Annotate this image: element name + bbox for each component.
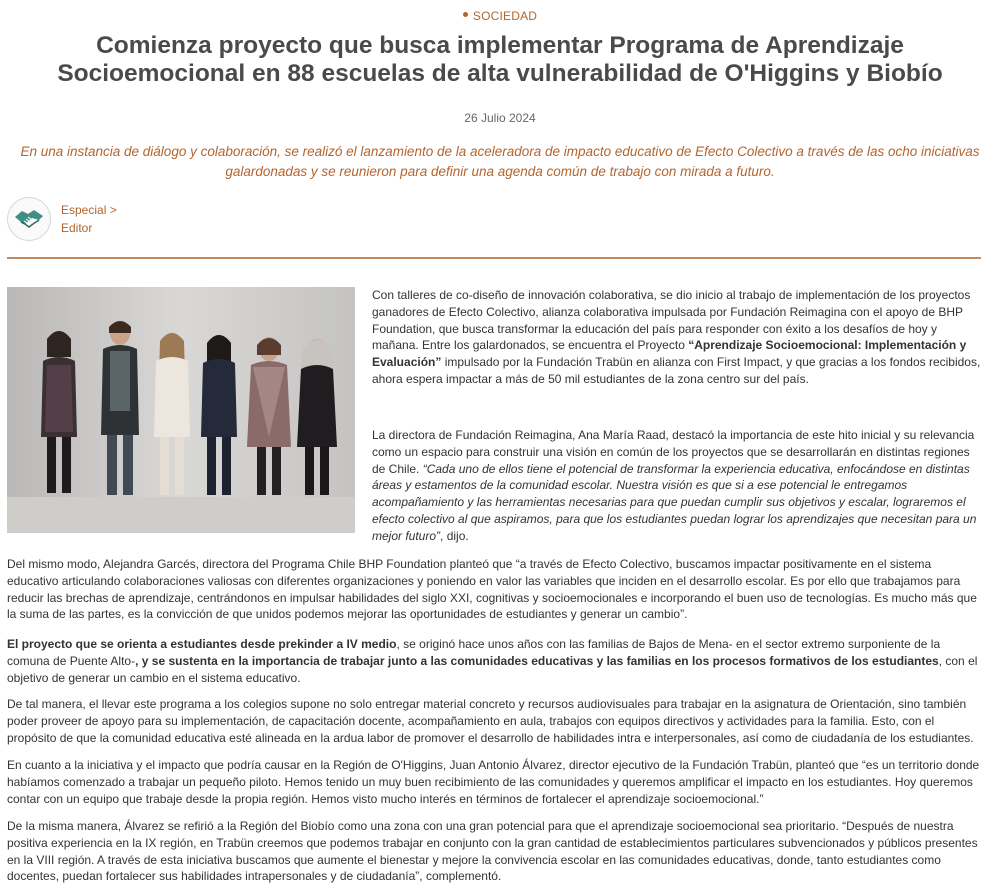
article-paragraph-2: [372, 427, 982, 545]
handshake-icon: [12, 202, 46, 236]
team-photo: [7, 287, 355, 533]
category-text[interactable]: SOCIEDAD: [472, 9, 538, 23]
paragraph-2-quote: “Cada uno de ellos tiene el potencial de transformar la experiencia educativa, enfocándose en distintas áreas y estamentos de la comunidad escolar. Nuestra visión es que si a ese potencial le entregamos acompañamiento y las herramientas necesarias para que puedan cumplir sus objetivos y escalar, lograremos el efecto colectivo al que aspiramos, para que los estudiantes puedan lograr los aprendizajes que necesitan para un mejor futuro”: [372, 461, 977, 543]
category-label[interactable]: [0, 9, 1000, 23]
article-paragraph-1: [372, 287, 982, 388]
author-role: Editor: [61, 221, 93, 235]
paragraph-1-bold-project: “Aprendizaje Socioemocional: Implementación y Evaluación”: [372, 338, 967, 370]
author-avatar[interactable]: [7, 197, 51, 241]
article-date: 26 Julio 2024: [464, 111, 536, 125]
section-divider: [7, 257, 981, 259]
article-paragraph-3: Del mismo modo, Alejandra Garcés, directora del Programa Chile BHP Foundation planteó que “a través de Efecto Colectivo, buscamos impactar positivamente en el sistema educativo articulando colaboraciones valiosas con diferentes organizaciones y poniendo en valor las variables que inciden en el desarrollo escolar. Es por ello que trabajamos para reducir las brechas de aprendizaje, centrándonos en impulsar habilidades del siglo XXI, cognitivas y socioemocionales e incorporando el buen uso de tecnologías. Es mucho más que la suma de las partes, es la convicción de que unidos podemos mejorar las oportunidades de estudiantes y generar un cambio”.: [7, 557, 977, 622]
bullet-dot-icon: [463, 12, 468, 17]
paragraph-4-text-b: , se originó hace unos años con las familias de Bajos de Mena- en el sector extremo surponiente de la comuna de Puente Alto-: [7, 637, 941, 668]
paragraph-1-text-c: impulsado por la Fundación Trabün en alianza con First Impact, y que gracias a los fondos recibidos, ahora espera impactar a más de 50 mil estudiantes de la zona centro sur del país.: [372, 355, 981, 386]
article-paragraph-6: En cuanto a la iniciativa y el impacto que podría causar en la Región de O'Higgins, Juan Antonio Álvarez, director ejecutivo de la Fundación Trabün, planteó que “es un territorio donde habíamos comenzado a trabajar un pequeño piloto. Hemos tenido un muy buen recibimiento de las comunidades y queremos amplificar el impacto en los estudiantes. Hoy queremos contar con un equipo que trabaje desde la propia región. Hemos visto mucho interés en términos de fortalecer el aprendizaje socioemocional.”: [7, 758, 980, 806]
paragraph-2-text-a: La directora de Fundación Reimagina, Ana María Raad, destacó la importancia de este hito inicial y su relevancia como un espacio para construir una visión en común de los proyectos que se desarrollarán en distintas regiones de Chile.: [372, 428, 975, 476]
paragraph-4-text-d: , con el objetivo de generar un cambio en el sistema educativo.: [7, 653, 978, 685]
article-lede: En una instancia de diálogo y colaboración, se realizó el lanzamiento de la aceleradora de impacto educativo de Efecto Colectivo a través de las ocho iniciativas galardonadas y se reunieron para definir una agenda común de trabajo con mirada a futuro.: [20, 144, 980, 179]
article-paragraph-7: De la misma manera, Álvarez se refirió a la Región del Biobío como una zona con una gran potencial para que el aprendizaje socioemocional sea prioritario. “Después de nuestra positiva experiencia en la IX región, en Trabün creemos que podemos trabajar en conjunto con la gran cantidad de establecimientos particulares subvencionados y públicos presentes en la VIII región. A través de esta iniciativa buscamos que aumente el bienestar y mejore la convivencia escolar en las comunidades educativas, donde, tanto estudiantes como docentes, puedan fortalecer sus habilidades intrapersonales y de ciudadanía”, complementó.: [7, 819, 978, 884]
article-paragraph-4: [7, 636, 983, 686]
paragraph-4-bold-c: , y se sustenta en la importancia de trabajar junto a las comunidades educativas y las familias en los procesos formativos de los estudiantes: [135, 653, 939, 668]
paragraph-4-bold-a: El proyecto que se orienta a estudiantes desde prekinder a IV medio: [7, 637, 397, 651]
paragraph-1-text-a: Con talleres de co-diseño de innovación colaborativa, se dio inicio al trabajo de implementación de los proyectos ganadores de Efecto Colectivo, alianza colaborativa impulsada por Fundación Reimagina con el apoyo de BHP Foundation, que busca transformar la educación del país para responder con éxito a los desafíos de hoy y mañana. Entre los galardonados, se encuentra el Proyecto: [372, 288, 971, 353]
author-block: [7, 197, 117, 241]
article-paragraph-5: De tal manera, el llevar este programa a los colegios supone no solo entregar material concreto y recursos audiovisuales para trabajar en la asignatura de Orientación, sino también poder proveer de apoyo para su implementación, de capacitación docente, acompañamiento en aula, trabajos con equipos directivos y actividades para la familia. Esto, con el propósito de que la comunidad educativa esté alineada en la ardua labor de promover el desarrollo de habilidades intra e interpersonales, así como de ciudadanía de los estudiantes.: [7, 697, 974, 745]
author-info: [61, 201, 117, 237]
author-name-link[interactable]: Especial >: [61, 203, 117, 217]
paragraph-2-text-c: , dijo.: [440, 528, 469, 543]
article-title: Comienza proyecto que busca implementar Programa de Aprendizaje Socioemocional en 88 escuelas de alta vulnerabilidad de O'Higgins y Biobío: [57, 32, 943, 87]
